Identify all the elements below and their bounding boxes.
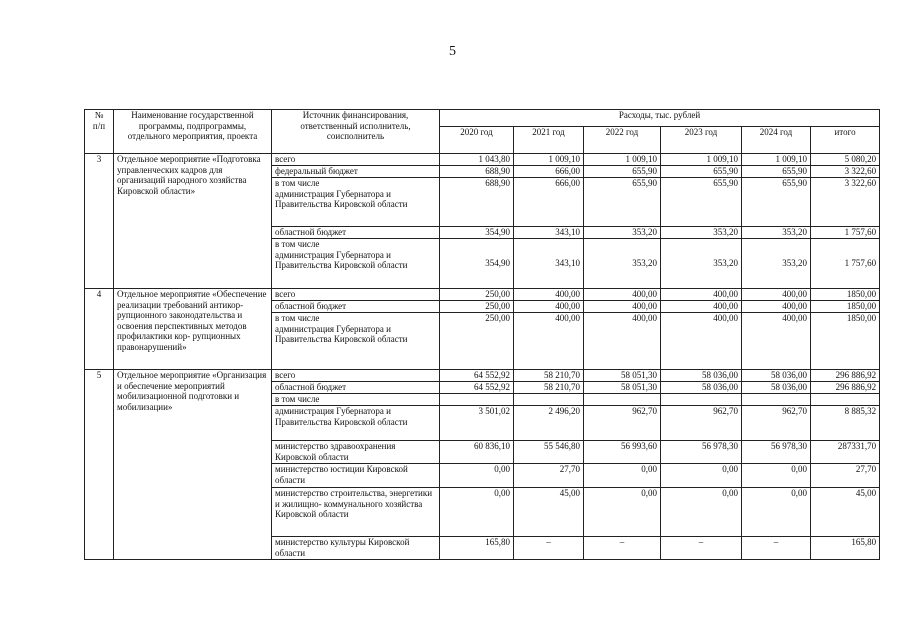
value-cell: 56 978,30 — [661, 441, 742, 464]
total-cell: 8 885,32 — [811, 406, 880, 441]
header-total: итого — [811, 127, 880, 154]
total-cell: 1 757,60 — [811, 239, 880, 289]
value-cell: 655,90 — [661, 178, 742, 227]
funding-source: всего — [272, 289, 440, 301]
value-cell: 354,90 — [440, 239, 514, 289]
value-cell: 400,00 — [742, 313, 811, 370]
header-year: 2020 год — [440, 127, 514, 154]
total-cell: 5 080,20 — [811, 154, 880, 166]
total-cell — [811, 394, 880, 406]
table-row — [85, 154, 880, 166]
funding-source: областной бюджет — [272, 382, 440, 394]
value-cell: 666,00 — [514, 166, 584, 178]
value-cell: 400,00 — [514, 289, 584, 301]
funding-source: областной бюджет — [272, 227, 440, 239]
value-cell: 400,00 — [661, 289, 742, 301]
value-cell: – — [742, 537, 811, 560]
value-cell: 655,90 — [661, 166, 742, 178]
value-cell: 165,80 — [440, 537, 514, 560]
value-cell: 0,00 — [742, 464, 811, 488]
value-cell: – — [514, 537, 584, 560]
value-cell: 1 009,10 — [584, 154, 661, 166]
value-cell: 1 009,10 — [514, 154, 584, 166]
value-cell: 400,00 — [584, 289, 661, 301]
value-cell: 0,00 — [742, 488, 811, 537]
value-cell: 0,00 — [661, 488, 742, 537]
funding-source: министерство строительства, энергетики и жилищно- коммунального хозяйства Кировской области — [272, 488, 440, 537]
value-cell: 58 036,00 — [661, 370, 742, 382]
total-cell: 1850,00 — [811, 289, 880, 301]
value-cell: 400,00 — [584, 313, 661, 370]
value-cell: 400,00 — [514, 313, 584, 370]
value-cell: 0,00 — [584, 464, 661, 488]
value-cell: 400,00 — [661, 301, 742, 313]
value-cell: 27,70 — [514, 464, 584, 488]
value-cell: 353,20 — [584, 239, 661, 289]
value-cell: 353,20 — [661, 239, 742, 289]
total-cell: 296 886,92 — [811, 370, 880, 382]
value-cell: 45,00 — [514, 488, 584, 537]
funding-source: министерство культуры Кировской области — [272, 537, 440, 560]
funding-source: в том числе — [272, 394, 440, 406]
value-cell: 655,90 — [742, 166, 811, 178]
total-cell: 1850,00 — [811, 313, 880, 370]
value-cell: 58 036,00 — [661, 382, 742, 394]
value-cell: 56 993,60 — [584, 441, 661, 464]
value-cell — [661, 394, 742, 406]
value-cell: 58 051,30 — [584, 370, 661, 382]
value-cell: 58 036,00 — [742, 382, 811, 394]
header-year: 2024 год — [742, 127, 811, 154]
header-source: Источник финансирования, ответственный исполнитель, соисполнитель — [272, 110, 440, 154]
value-cell: 353,20 — [584, 227, 661, 239]
header-year: 2022 год — [584, 127, 661, 154]
value-cell: 0,00 — [661, 464, 742, 488]
value-cell: 250,00 — [440, 313, 514, 370]
table-row — [85, 370, 880, 382]
funding-source: всего — [272, 370, 440, 382]
value-cell: 962,70 — [584, 406, 661, 441]
funding-source: федеральный бюджет — [272, 166, 440, 178]
row-number: 5 — [85, 370, 114, 560]
value-cell: 353,20 — [742, 227, 811, 239]
funding-source: областной бюджет — [272, 301, 440, 313]
value-cell: 0,00 — [584, 488, 661, 537]
value-cell: 400,00 — [584, 301, 661, 313]
measure-name: Отдельное мероприятие «Организация и обеспечение мероприятий мобилизационной подготовки и мобилизации» — [114, 370, 272, 560]
funding-source: всего — [272, 154, 440, 166]
value-cell: 400,00 — [661, 313, 742, 370]
value-cell: 354,90 — [440, 227, 514, 239]
value-cell: 400,00 — [742, 301, 811, 313]
value-cell: 353,20 — [742, 239, 811, 289]
row-number: 4 — [85, 289, 114, 370]
value-cell: 962,70 — [742, 406, 811, 441]
value-cell: 0,00 — [440, 464, 514, 488]
value-cell: 343,10 — [514, 239, 584, 289]
value-cell: 666,00 — [514, 178, 584, 227]
value-cell: – — [584, 537, 661, 560]
measure-name: Отдельное мероприятие «Обеспечение реализации требований антикор- рупционного законодательства и освоения перспективных методов профилактики кор- рупционных правонарушений» — [114, 289, 272, 370]
total-cell: 165,80 — [811, 537, 880, 560]
total-cell: 45,00 — [811, 488, 880, 537]
value-cell: 655,90 — [742, 178, 811, 227]
value-cell: 58 210,70 — [514, 370, 584, 382]
budget-table — [84, 109, 880, 560]
funding-source: администрация Губернатора и Правительства Кировской области — [272, 406, 440, 441]
table-body — [85, 154, 880, 560]
value-cell — [584, 394, 661, 406]
total-cell: 296 886,92 — [811, 382, 880, 394]
value-cell: 250,00 — [440, 289, 514, 301]
value-cell: 688,90 — [440, 178, 514, 227]
table-header — [85, 110, 880, 154]
funding-source: в том числе администрация Губернатора и Правительства Кировской области — [272, 178, 440, 227]
funding-source: в том числе администрация Губернатора и Правительства Кировской области — [272, 239, 440, 289]
value-cell: 56 978,30 — [742, 441, 811, 464]
value-cell — [514, 394, 584, 406]
value-cell: 60 836,10 — [440, 441, 514, 464]
value-cell: 55 546,80 — [514, 441, 584, 464]
value-cell: 1 009,10 — [661, 154, 742, 166]
funding-source: в том числе администрация Губернатора и Правительства Кировской области — [272, 313, 440, 370]
value-cell — [440, 394, 514, 406]
value-cell: 2 496,20 — [514, 406, 584, 441]
value-cell: 58 051,30 — [584, 382, 661, 394]
value-cell: – — [661, 537, 742, 560]
value-cell: 1 009,10 — [742, 154, 811, 166]
header-year: 2023 год — [661, 127, 742, 154]
value-cell: 0,00 — [440, 488, 514, 537]
value-cell: 400,00 — [742, 289, 811, 301]
funding-source: министерство здравоохранения Кировской области — [272, 441, 440, 464]
header-number: № п/п — [85, 110, 114, 154]
funding-source: министерство юстиции Кировской области — [272, 464, 440, 488]
total-cell: 1850,00 — [811, 301, 880, 313]
value-cell: 250,00 — [440, 301, 514, 313]
value-cell: 64 552,92 — [440, 382, 514, 394]
value-cell: 64 552,92 — [440, 370, 514, 382]
value-cell: 58 210,70 — [514, 382, 584, 394]
value-cell: 688,90 — [440, 166, 514, 178]
value-cell: 962,70 — [661, 406, 742, 441]
measure-name: Отдельное мероприятие «Подготовка управленческих кадров для организаций народного хозяйства Кировской области» — [114, 154, 272, 289]
row-number: 3 — [85, 154, 114, 289]
value-cell: 343,10 — [514, 227, 584, 239]
header-name: Наименование государственной программы, подпрограммы, отдельного мероприятия, проекта — [114, 110, 272, 154]
total-cell: 3 322,60 — [811, 178, 880, 227]
header-year: 2021 год — [514, 127, 584, 154]
value-cell: 400,00 — [514, 301, 584, 313]
value-cell: 655,90 — [584, 178, 661, 227]
page-number: 5 — [449, 44, 456, 59]
value-cell: 655,90 — [584, 166, 661, 178]
value-cell: 1 043,80 — [440, 154, 514, 166]
value-cell — [742, 394, 811, 406]
total-cell: 1 757,60 — [811, 227, 880, 239]
header-expenses: Расходы, тыс. рублей — [440, 110, 880, 127]
total-cell: 287331,70 — [811, 441, 880, 464]
value-cell: 58 036,00 — [742, 370, 811, 382]
total-cell: 27,70 — [811, 464, 880, 488]
total-cell: 3 322,60 — [811, 166, 880, 178]
value-cell: 353,20 — [661, 227, 742, 239]
value-cell: 3 501,02 — [440, 406, 514, 441]
table-row — [85, 289, 880, 301]
